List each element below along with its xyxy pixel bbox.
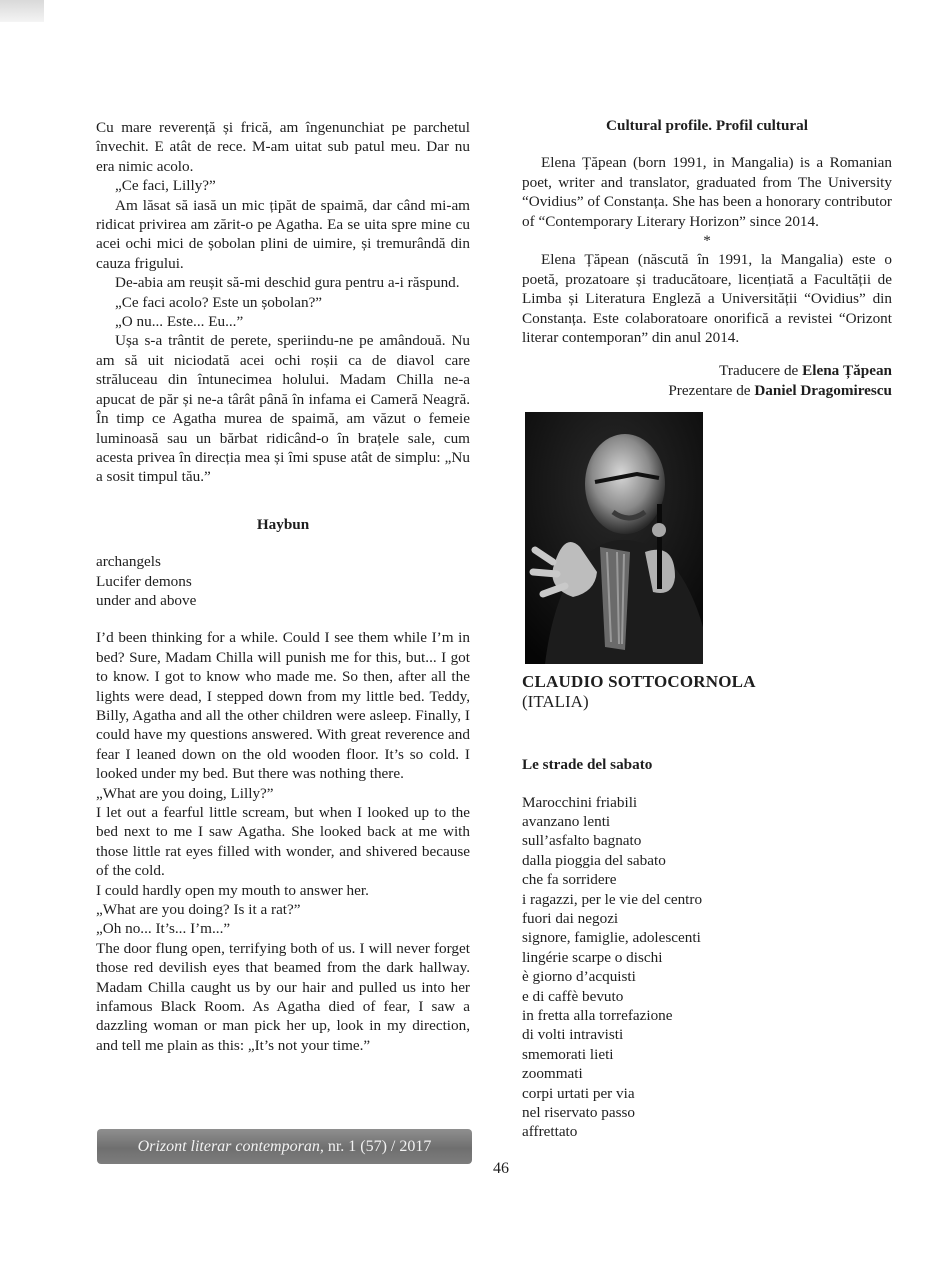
poem-line: e di caffè bevuto <box>522 987 624 1005</box>
story-dialogue-3: „O nu... Este... Eu...” <box>115 313 244 331</box>
story-paragraph-1: Cu mare reverență și frică, am îngenunchiat pe parchetul învechit. E atât de rece. M-am uitat sub patul meu. Dar nu era nimic acolo. <box>96 119 470 175</box>
portrait-illustration <box>525 412 703 664</box>
haiku <box>96 552 470 610</box>
poem-body <box>522 793 892 1142</box>
presentation-prefix: Prezentare de <box>668 381 755 399</box>
poem-line: di volti intravisti <box>522 1026 624 1044</box>
poem-line: corpi urtati per via <box>522 1084 635 1102</box>
profile-heading: Cultural profile. Profil cultural <box>606 117 808 134</box>
poem-line: avanzano lenti <box>522 812 611 830</box>
prose-paragraph: I’d been thinking for a while. Could I see them while I’m in bed? Sure, Madam Chilla will punish me for this, but... I got to know. I got to know who made me. So then, after all the lights were dead, I stepped down from my little bed. Teddy, Billy, Agatha and all the other children were asleep. Finally, I could have my questions answered. With great reverence and fear I leaned down on the old wooden floor. It’s so cold. I looked under my bed. But there was nothing there. <box>96 629 470 783</box>
poem-line: che fa sorridere <box>522 871 617 889</box>
translation-credit <box>522 361 892 380</box>
poem-line: nel riservato passo <box>522 1104 636 1121</box>
prose-dialogue: „Oh no... It’s... I’m...” <box>96 920 231 938</box>
author-portrait-photo <box>525 412 703 664</box>
prose-paragraph: I let out a fearful little scream, but when I looked up to the bed next to me I saw Agatha. She looked back at me with those little rat eyes filled with wonder, and shivered because of the cold. <box>96 804 470 880</box>
page-number: 46 <box>493 1160 509 1177</box>
story-paragraph-4: Ușa s-a trântit de perete, speriindu-ne pe amândouă. Nu am să uit niciodată acei ochi roșii ca de diavol care străluceau din întunecimea holului. Madam Chilla ne-a apucat de păr și ne-a târât până în infama ei Cameră Neagră. În timp ce Agatha murea de spaimă, am văzut o femeie luminoasă sau un bărbat ridicând-o în brațele sale, cum acesta privea în direcția mea și îmi spuse atât de simplu: „Nu a sosit timpul tău.” <box>96 332 470 486</box>
translation-prefix: Traducere de <box>719 362 803 380</box>
separator-asterisk: * <box>703 232 711 250</box>
poem-line: i ragazzi, per le vie del centro <box>522 890 703 908</box>
poem-line: signore, famiglie, adolescenti <box>522 929 701 947</box>
prose-paragraph: The door flung open, terrifying both of us. I will never forget those red devilish eyes that beamed from the dark hallway. Madam Chilla caught us by our hair and pulled us into her infamous Black Room. As Agatha died of fear, I saw a dazzling woman or man pick her up, look in my direction, and tell me plain as this: „It’s not your time.” <box>96 939 470 1054</box>
profile-english: Elena Țăpean (born 1991, in Mangalia) is a Romanian poet, writer and translator, graduated from The University “Ovidius” of Constanța. She has been a honorary contributor of “Contemporary Literary Horizon” since 2014. <box>522 154 892 230</box>
presentation-credit <box>522 381 892 400</box>
poem-title: Le strade del sabato <box>522 756 653 774</box>
poem-line: fuori dai negozi <box>522 909 619 927</box>
haybun-title: Haybun <box>256 515 310 533</box>
haiku-line: archangels <box>96 553 161 571</box>
author-block <box>522 672 892 711</box>
author-country: (ITALIA) <box>522 691 589 711</box>
story-dialogue-2: „Ce faci acolo? Este un șobolan?” <box>115 293 323 311</box>
journal-issue: nr. 1 (57) / 2017 <box>323 1138 432 1155</box>
poem-line: zoommati <box>522 1065 583 1083</box>
presenter-name: Daniel Dragomirescu <box>754 381 892 399</box>
profile-romanian: Elena Țăpean (născută în 1991, la Mangalia) este o poetă, prozatoare și traducătoare, licențiată a Facultății de Limba și Literatura Engleză a Universității “Ovidius” din Constanța. Este colaboratoare onorifică a revistei “Orizont literar contemporan” din anul 2014. <box>522 251 892 347</box>
left-column <box>96 118 470 1055</box>
prose-dialogue: „What are you doing? Is it a rat?” <box>96 901 301 919</box>
poem-line: dalla pioggia del sabato <box>522 851 666 869</box>
poem-line: lingérie scarpe o dischi <box>522 948 663 966</box>
poem-line: smemorati lieti <box>522 1045 614 1063</box>
story-paragraph-3: De-abia am reușit să-mi deschid gura pentru a-i răspund. <box>115 274 460 292</box>
haiku-line: Lucifer demons <box>96 572 192 590</box>
journal-footer-band <box>97 1129 472 1164</box>
poem-line: è giorno d’acquisti <box>522 968 636 986</box>
poem-line: in fretta alla torrefazione <box>522 1006 673 1024</box>
story-dialogue-1: „Ce faci, Lilly?” <box>115 177 216 195</box>
prose-dialogue: „What are you doing, Lilly?” <box>96 784 274 802</box>
scan-corner-artifact <box>0 0 44 22</box>
poem-line: affrettato <box>522 1123 578 1141</box>
prose-paragraph: I could hardly open my mouth to answer her. <box>96 881 369 899</box>
author-name: CLAUDIO SOTTOCORNOLA <box>522 672 756 692</box>
haiku-line: under and above <box>96 591 197 609</box>
poem-line: sull’asfalto bagnato <box>522 832 642 850</box>
haybun-prose <box>96 628 470 1055</box>
right-column <box>522 116 892 1142</box>
story-paragraph-2: Am lăsat să iasă un mic țipăt de spaimă, dar când mi-am ridicat privirea am zărit-o pe Agatha. Ea se uita spre mine cu acei ochi mici de șobolan plini de uimire, și tremurândă din cauza frigului. <box>96 196 470 272</box>
translator-name: Elena Țăpean <box>802 362 892 380</box>
journal-name: Orizont literar contemporan, <box>137 1138 324 1155</box>
poem-line: Marocchini friabili <box>522 793 638 811</box>
